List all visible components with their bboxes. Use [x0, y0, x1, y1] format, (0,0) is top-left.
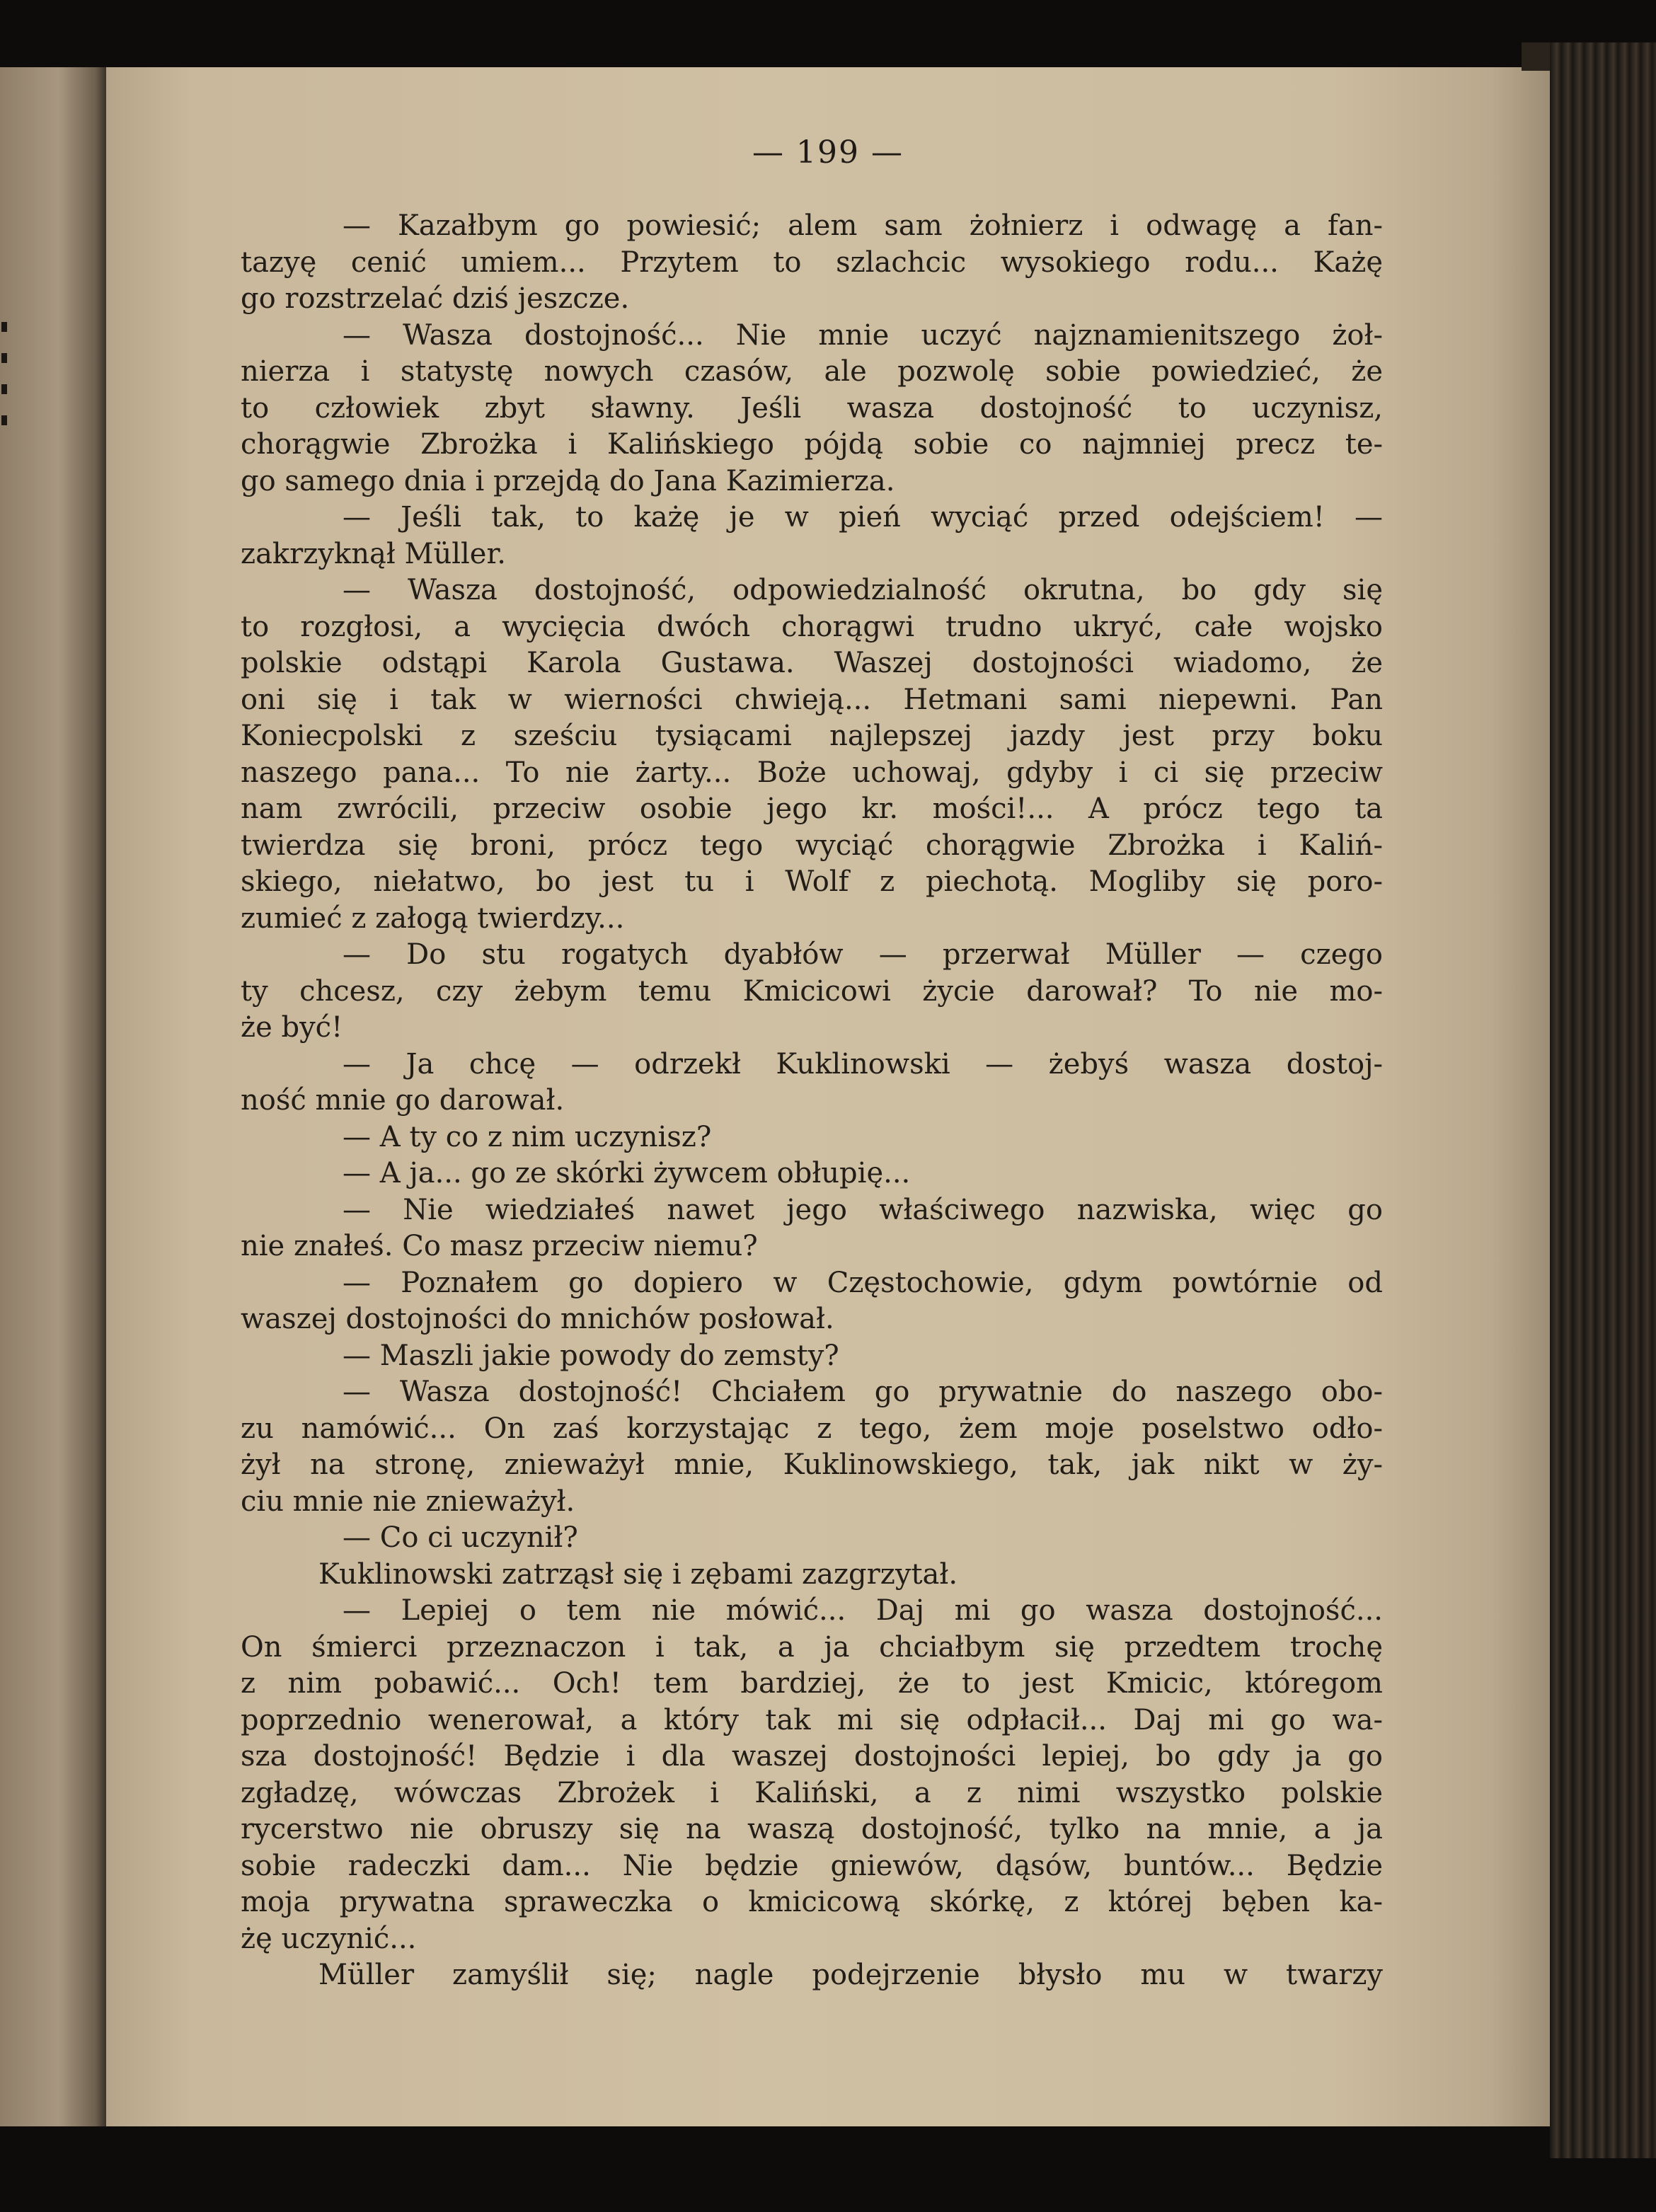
text-line: że być! — [241, 1011, 343, 1044]
text-line: chorągwie Zbrożka i Kalińskiego pójdą sobie co najmniej precz te- — [241, 428, 1383, 461]
text-line: to człowiek zbyt sławny. Jeśli wasza dostojność to uczynisz, — [241, 391, 1383, 425]
text-line: oni się i tak w wierności chwieją... Hetmani sami niepewni. Pan — [241, 683, 1383, 716]
text-line: — Co ci uczynił? — [343, 1521, 578, 1554]
facing-page-edge — [0, 67, 106, 2126]
text-line: sobie radeczki dam... Nie będzie gniewów, dąsów, buntów... Będzie — [241, 1849, 1383, 1882]
text-line: Koniecpolski z sześciu tysiącami najlepszej jazdy jest przy boku — [241, 720, 1383, 752]
book-spine-edge — [1550, 42, 1656, 2158]
text-line: zakrzyknął Müller. — [241, 537, 506, 570]
text-line: ność mnie go darował. — [241, 1084, 565, 1117]
text-line: — Poznałem go dopiero w Częstochowie, gdym powtórnie od — [343, 1266, 1383, 1299]
text-line: nie znałeś. Co masz przeciw niemu? — [241, 1230, 758, 1262]
page-number: — 199 — — [752, 134, 904, 171]
text-line: — A ja... go ze skórki żywcem obłupię... — [343, 1157, 911, 1189]
text-line: go samego dnia i przejdą do Jana Kazimierza. — [241, 464, 895, 497]
text-line: ciu mnie nie znieważył. — [241, 1485, 575, 1518]
text-line: nierza i statystę nowych czasów, ale pozwolę sobie powiedzieć, że — [241, 355, 1383, 388]
text-line: zumieć z załogą twierdzy... — [241, 901, 625, 935]
text-line: ty chcesz, czy żebym temu Kmicicowi życie darował? To nie mo- — [241, 974, 1383, 1008]
text-line: — Wasza dostojność... Nie mnie uczyć najznamienitszego żoł- — [343, 318, 1383, 352]
text-line: Kuklinowski zatrząsł się i zębami zazgrzytał. — [318, 1557, 958, 1591]
text-line: — Nie wiedziałeś nawet jego właściwego nazwiska, więc go — [343, 1193, 1383, 1226]
text-line: z nim pobawić... Och! tem bardziej, że to jest Kmicic, któregom — [241, 1667, 1383, 1700]
text-line: — Jeśli tak, to każę je w pień wyciąć przed odejściem! — — [343, 501, 1383, 534]
text-line: sza dostojność! Będzie i dla waszej dostojności lepiej, bo gdy ja go — [241, 1740, 1383, 1773]
text-line: rycerstwo nie obruszy się na waszą dostojność, tylko na mnie, a ja — [241, 1813, 1383, 1845]
text-line: — Wasza dostojność, odpowiedzialność okrutna, bo gdy się — [343, 574, 1383, 606]
text-line: moja prywatna spraweczka o kmicicową skórkę, z której bęben ka- — [241, 1886, 1383, 1918]
text-line: to rozgłosi, a wycięcia dwóch chorągwi trudno ukryć, całe wojsko — [241, 610, 1383, 643]
facing-page-text-fragments — [1, 322, 8, 463]
text-line: skiego, niełatwo, bo jest tu i Wolf z piechotą. Mogliby się poro- — [241, 865, 1383, 898]
text-line: — Kazałbym go powiesić; alem sam żołnierz i odwagę a fan- — [343, 209, 1383, 242]
text-line: — Maszli jakie powody do zemsty? — [343, 1339, 839, 1372]
text-line: — Do stu rogatych dyabłów — przerwał Müller — czego — [343, 938, 1383, 971]
text-line: zgładzę, wówczas Zbrożek i Kaliński, a z nimi wszystko polskie — [241, 1776, 1383, 1809]
text-line: Müller zamyślił się; nagle podejrzenie błysło mu w twarzy — [318, 1959, 1383, 1991]
text-line: — A ty co z nim uczynisz? — [343, 1120, 712, 1153]
text-line: On śmierci przeznaczon i tak, a ja chciałbym się przedtem trochę — [241, 1630, 1383, 1664]
text-line: naszego pana... To nie żarty... Boże uchowaj, gdyby i ci się przeciw — [241, 756, 1383, 789]
text-line: żę uczynić... — [241, 1922, 417, 1955]
text-line: nam zwrócili, przeciw osobie jego kr. mości!... A prócz tego ta — [241, 793, 1383, 825]
text-line: — Wasza dostojność! Chciałem go prywatnie do naszego obo- — [343, 1376, 1383, 1408]
text-line: polskie odstąpi Karola Gustawa. Waszej dostojności wiadomo, że — [241, 647, 1383, 679]
text-line: poprzednio wenerował, a który tak mi się odpłacił... Daj mi go wa- — [241, 1703, 1383, 1736]
text-line: — Ja chcę — odrzekł Kuklinowski — żebyś wasza dostoj- — [343, 1047, 1383, 1081]
text-line: żył na stronę, znieważył mnie, Kuklinowskiego, tak, jak nikt w ży- — [241, 1448, 1383, 1481]
text-line: tazyę cenić umiem... Przytem to szlachcic wysokiego rodu... Każę — [241, 246, 1383, 279]
text-line: — Lepiej o tem nie mówić... Daj mi go wasza dostojność... — [343, 1594, 1383, 1627]
text-line: go rozstrzelać dziś jeszcze. — [241, 282, 630, 315]
text-line: waszej dostojności do mnichów posłował. — [241, 1303, 834, 1335]
text-line: twierdza się broni, prócz tego wyciąć chorągwie Zbrożka i Kaliń- — [241, 829, 1383, 862]
text-line: zu namówić... On zaś korzystając z tego, żem moje poselstwo odło- — [241, 1412, 1383, 1445]
page-text — [241, 208, 1383, 1994]
